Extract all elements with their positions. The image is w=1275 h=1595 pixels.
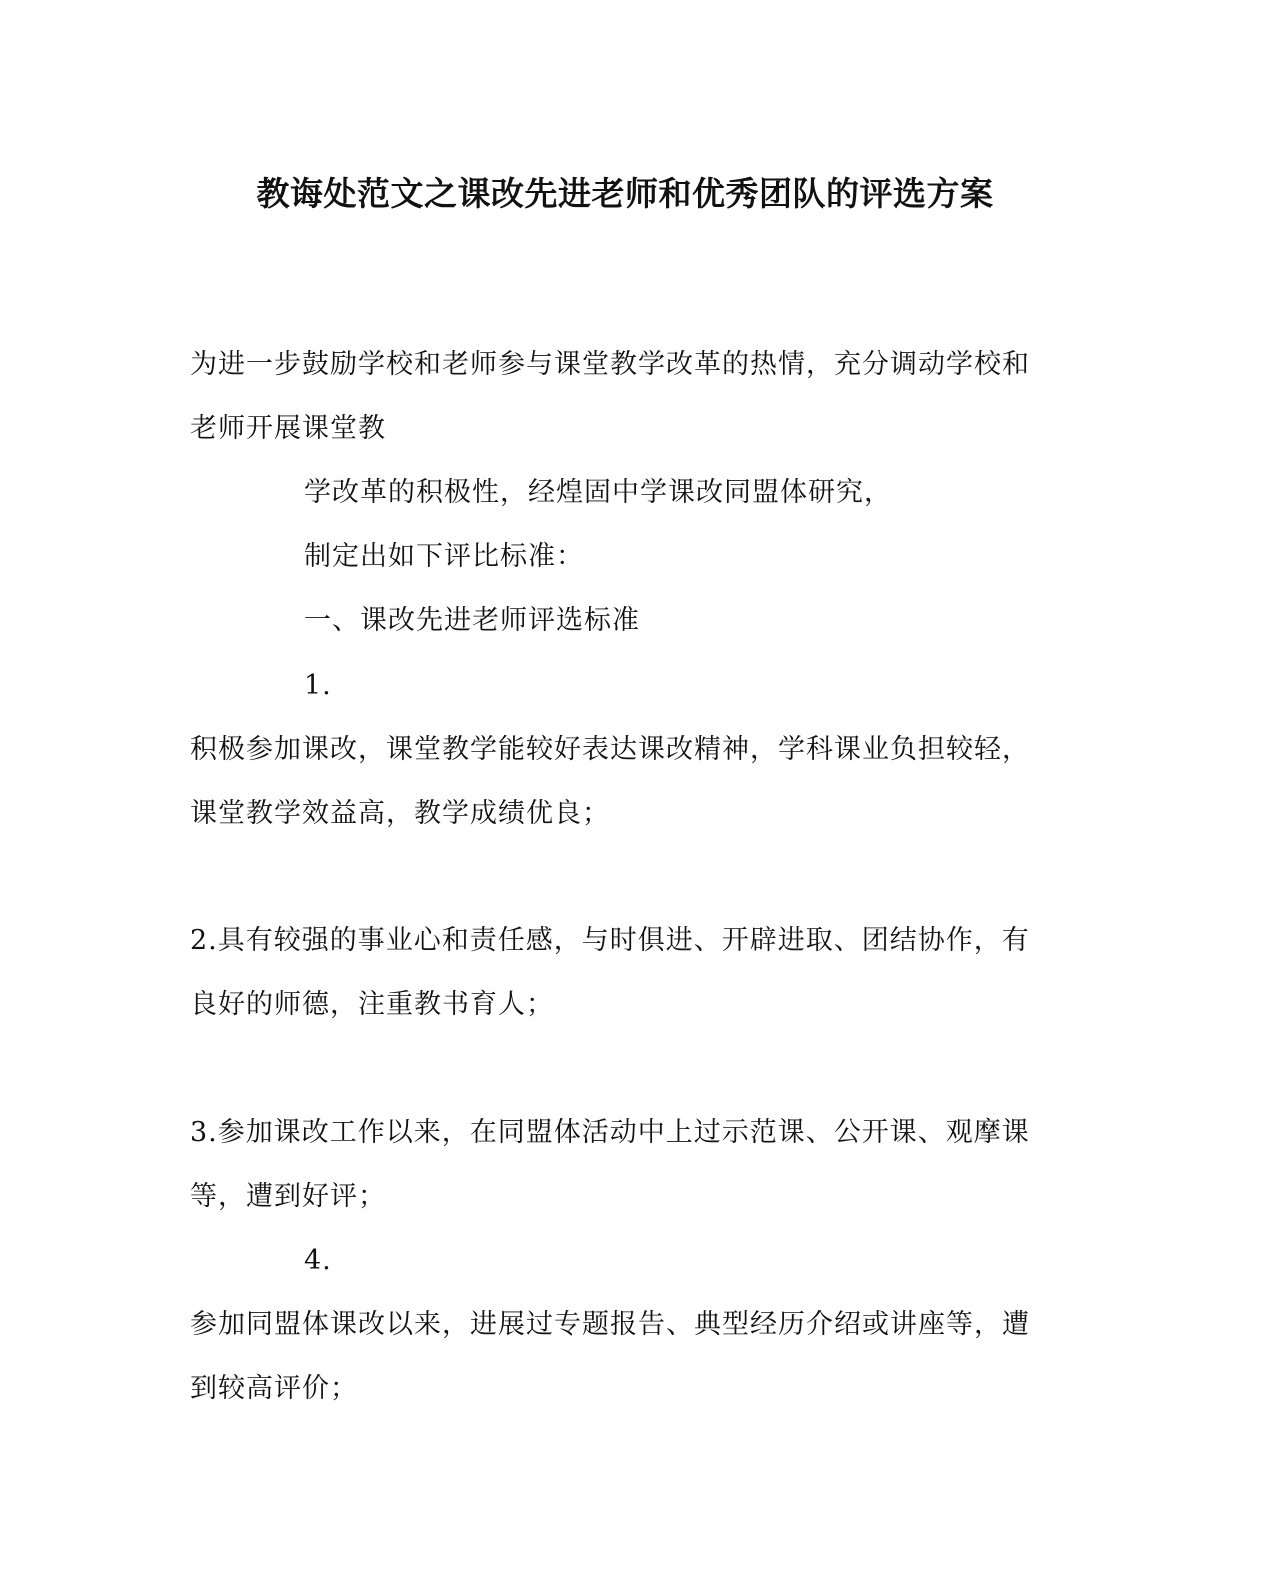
list-item-line: 等，遭到好评； [190,1181,386,1212]
section-heading: 一、课改先进老师评选标准 [304,605,640,636]
list-number: 4. [304,1245,332,1276]
document-title: 教诲处范文之课改先进老师和优秀团队的评选方案 [256,174,994,213]
list-item-line: 良好的师德，注重教书育人； [190,989,554,1020]
list-number: 1. [304,670,332,701]
list-item-line: 3.参加课改工作以来，在同盟体活动中上过示范课、公开课、观摩课 [190,1117,1030,1148]
list-item-line: 课堂教学效益高，教学成绩优良； [190,798,610,829]
list-item-line: 积极参加课改，课堂教学能较好表达课改精神，学科课业负担较轻， [190,734,1030,765]
paragraph-line: 制定出如下评比标准： [304,541,584,572]
paragraph-line: 学改革的积极性，经煌固中学课改同盟体研究， [304,477,892,508]
list-item-line: 2.具有较强的事业心和责任感，与时俱进、开辟进取、团结协作，有 [190,925,1030,956]
paragraph-line: 老师开展课堂教 [190,413,386,444]
paragraph-line: 为进一步鼓励学校和老师参与课堂教学改革的热情，充分调动学校和 [190,349,1030,380]
list-item-line: 到较高评价； [190,1373,358,1404]
list-item-line: 参加同盟体课改以来，进展过专题报告、典型经历介绍或讲座等，遭 [190,1309,1030,1340]
